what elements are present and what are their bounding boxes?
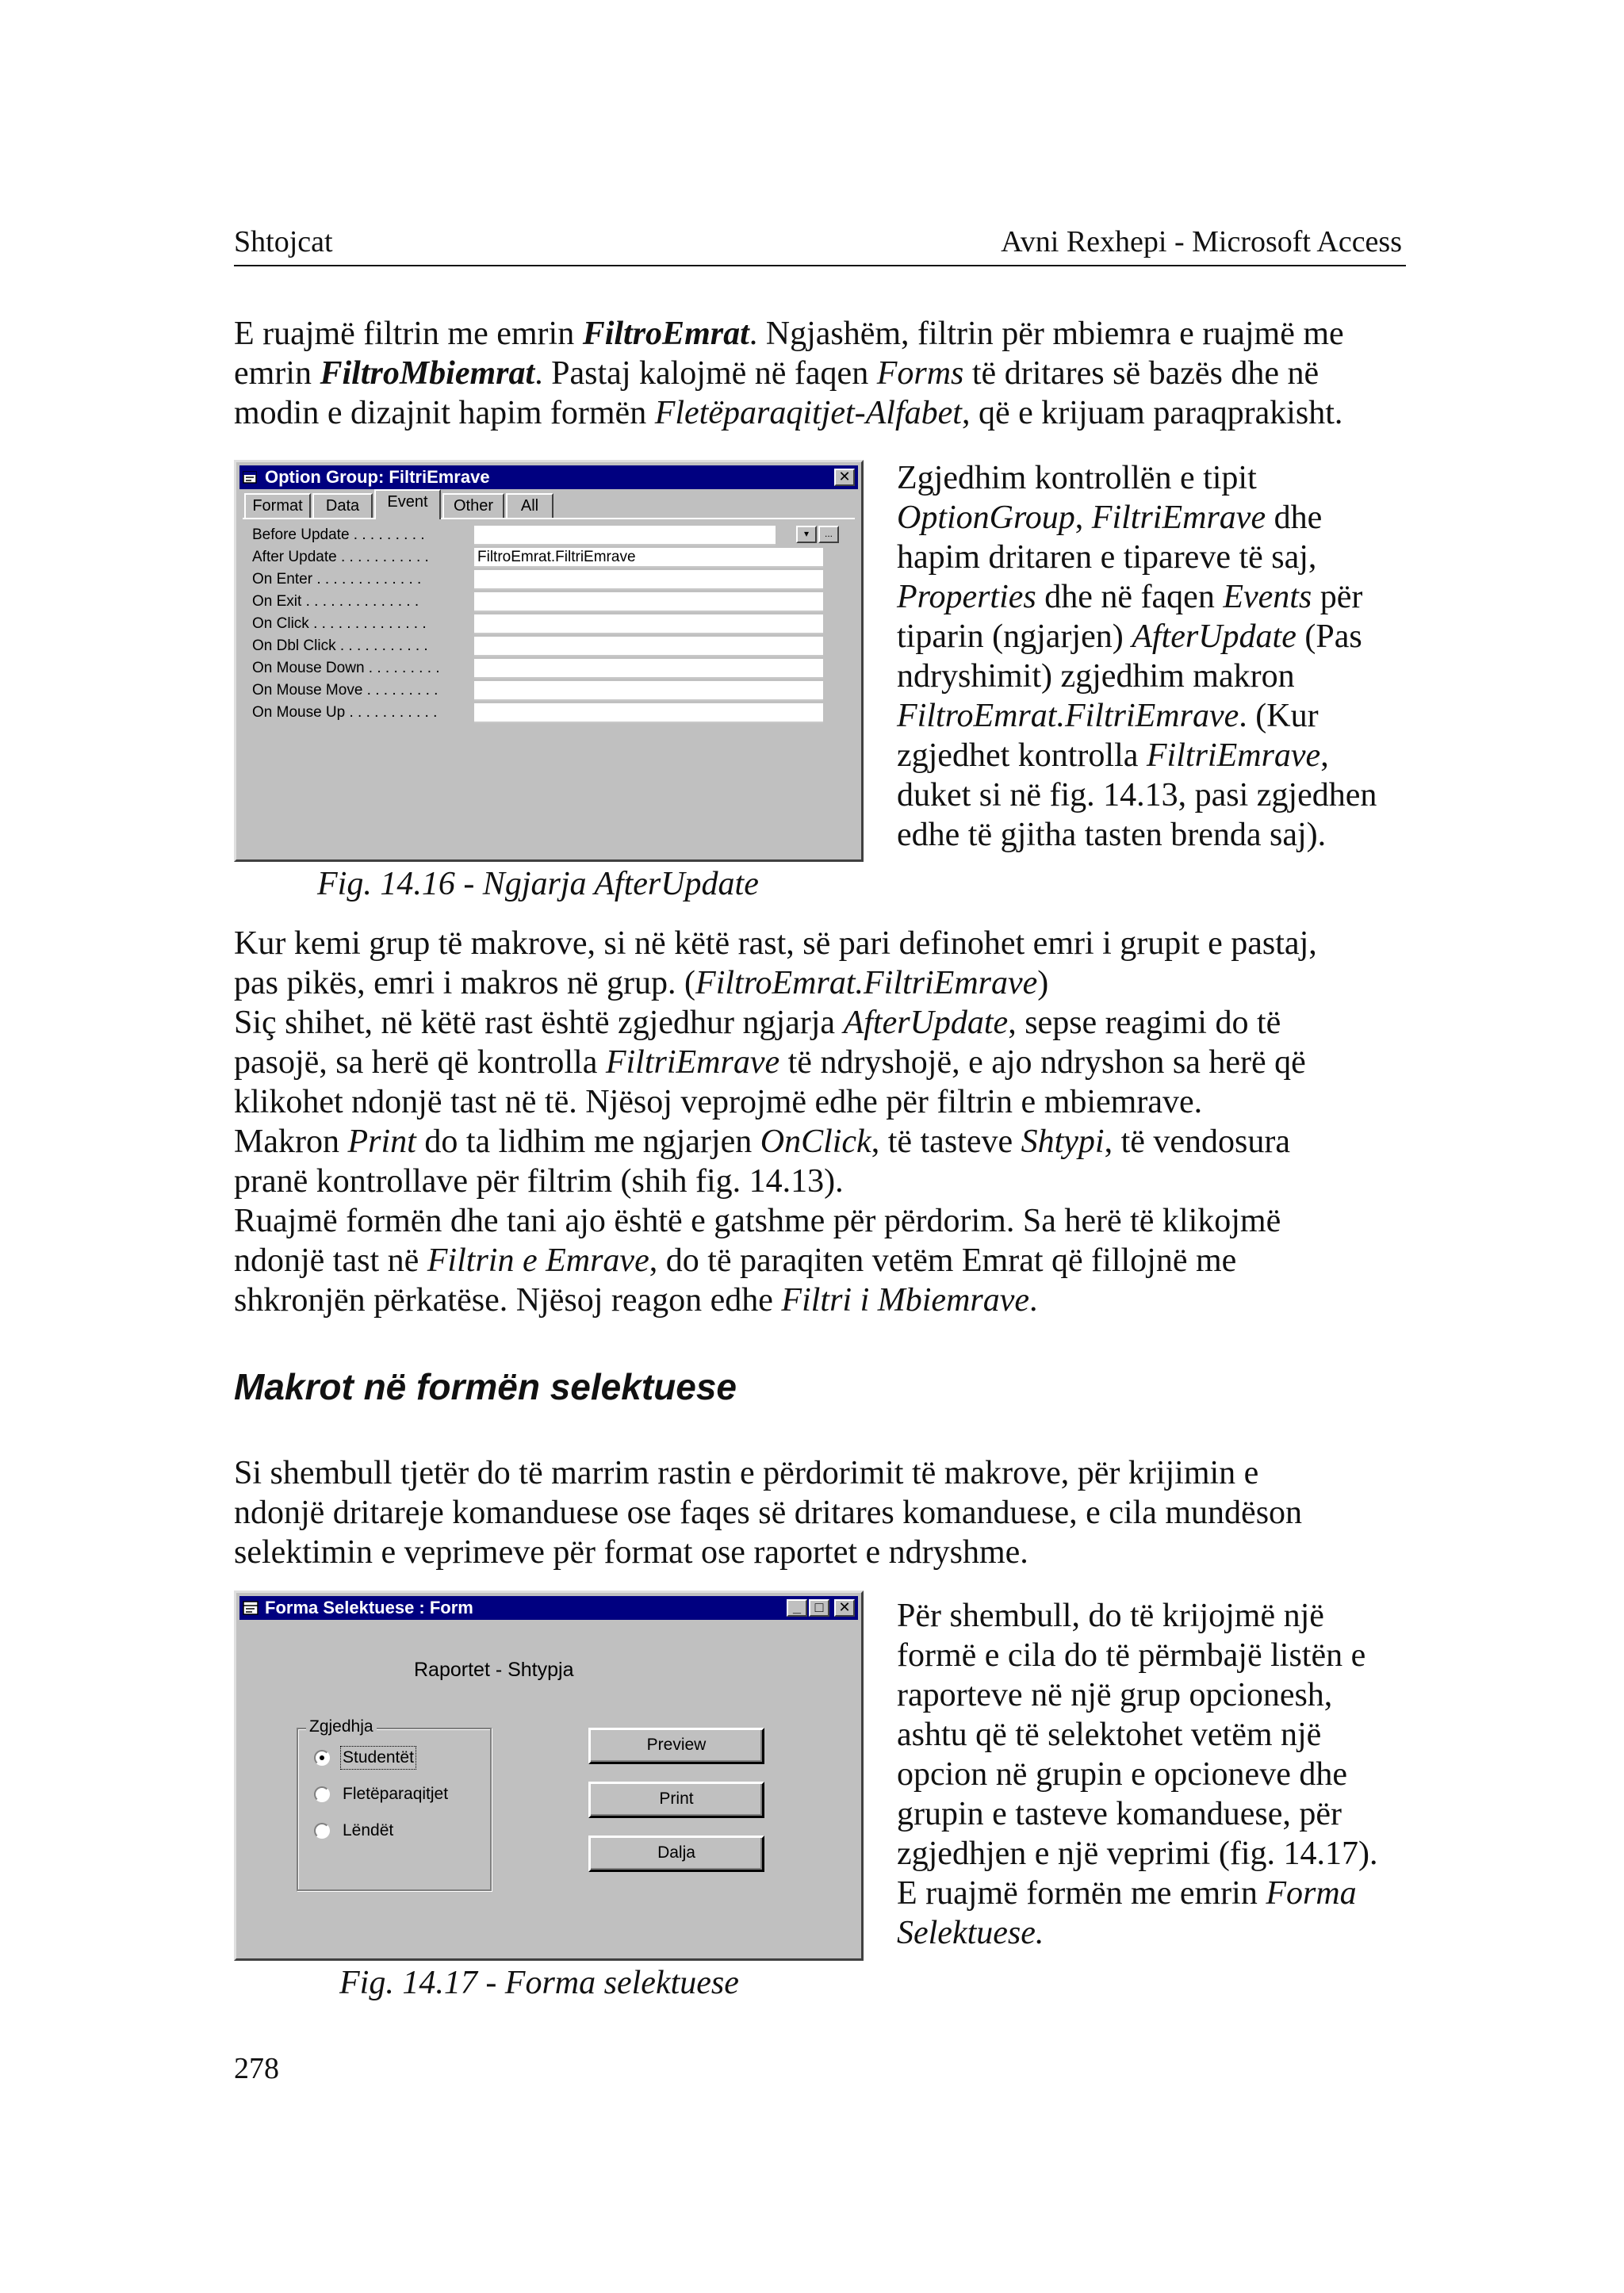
property-label: On Dbl Click . . . . . . . . . . . [252, 637, 428, 654]
form-icon [243, 1600, 259, 1616]
text: . (Kur [1239, 698, 1319, 734]
text: tiparin (ngjarjen) [897, 618, 1132, 655]
running-header-right: Avni Rexhepi - Microsoft Access [1001, 225, 1402, 258]
paragraph-selection-form [234, 1453, 1406, 1572]
text: , të tasteve [871, 1124, 1021, 1160]
text: , të vendosura [1104, 1124, 1291, 1160]
text-bold-italic: FiltroEmrat [582, 316, 749, 352]
text-italic: OptionGroup [897, 500, 1075, 536]
tab-data[interactable]: Data [312, 493, 373, 519]
text: dhe në faqen [1036, 579, 1224, 615]
text-italic: AfterUpdate [843, 1005, 1009, 1041]
text: opcion në grupin e opcioneve dhe [897, 1756, 1347, 1793]
text: klikohet ndonjë tast në të. Njësoj veprojmë edhe për filtrin e mbiemrave. [234, 1084, 1203, 1120]
text: Si shembull tjetër do të marrim rastin e përdorimit të makrove, për krijimin e [234, 1455, 1259, 1491]
text-italic: Selektuese. [897, 1915, 1044, 1951]
text: ndryshimit) zgjedhim makron [897, 658, 1295, 695]
on-click-field[interactable] [474, 614, 823, 634]
text: të dritares së bazës dhe në [963, 355, 1320, 392]
figure-caption: Fig. 14.17 - Forma selektuese [339, 1965, 739, 2001]
text: , sepse reagimi do të [1008, 1005, 1281, 1041]
radio-button-selected[interactable] [314, 1750, 330, 1766]
text: modin e dizajnit hapim formën [234, 395, 655, 431]
text-italic: FiltroEmrat.FiltriEmrave [897, 698, 1239, 734]
radio-button[interactable] [314, 1823, 330, 1839]
text: ndonjë dritareje komanduese ose faqes së dritares komanduese, e cila mundëson [234, 1495, 1303, 1531]
property-label: On Mouse Down . . . . . . . . . [252, 660, 440, 676]
print-button[interactable]: Print [588, 1782, 764, 1818]
close-button[interactable]: ✕ [834, 1599, 855, 1617]
page-number: 278 [234, 2052, 279, 2085]
exit-button[interactable]: Dalja [588, 1836, 764, 1872]
text-italic: FiltriEmrave [605, 1044, 780, 1081]
text-italic: FiltriEmrave [1146, 737, 1321, 774]
title-bar[interactable] [239, 1596, 858, 1620]
tab-baseline [243, 518, 855, 519]
figure-caption: Fig. 14.16 - Ngjarja AfterUpdate [317, 866, 759, 902]
option-label: Fletëparaqitjet [343, 1785, 449, 1803]
dropdown-button[interactable]: ▾ [796, 526, 817, 543]
text: formë e cila do të përmbajë listën e [897, 1637, 1366, 1674]
header-rule [234, 265, 1406, 266]
option-lendet[interactable] [314, 1820, 488, 1843]
text-italic: Events [1223, 579, 1312, 615]
radio-button[interactable] [314, 1786, 330, 1802]
text-bold-italic: FiltroMbiemrat [320, 355, 535, 392]
text: pasojë, sa herë që kontrolla [234, 1044, 606, 1081]
on-mouse-move-field[interactable] [474, 681, 823, 701]
text-italic: Filtri i Mbiemrave [781, 1282, 1030, 1319]
properties-icon [243, 469, 259, 485]
text: , [1074, 500, 1092, 536]
text: zgjedhet kontrolla [897, 737, 1147, 774]
tab-event[interactable]: Event [374, 489, 441, 519]
text: . [1029, 1282, 1038, 1319]
text: të ndryshojë, e ajo ndryshon sa herë që [779, 1044, 1306, 1081]
tab-all[interactable]: All [506, 493, 553, 519]
text: dhe [1266, 500, 1323, 536]
text: Makron [234, 1124, 348, 1160]
form-heading: Raportet - Shtypja [414, 1659, 574, 1681]
option-label: Lëndët [343, 1821, 394, 1839]
text: , do të paraqiten vetëm Emrat që fillojnë me [649, 1242, 1237, 1279]
text-italic: Print [347, 1124, 416, 1160]
text: ashtu që të selektohet vetëm një [897, 1717, 1322, 1753]
text-italic: Forma [1266, 1875, 1357, 1912]
text: selektimin e veprimeve për format ose raportet e ndryshme. [234, 1534, 1028, 1571]
form-window [234, 1591, 864, 1961]
text: shkronjën përkatëse. Njësoj reagon edhe [234, 1282, 782, 1319]
before-update-field[interactable] [474, 526, 776, 545]
option-fleteparaqitjet[interactable] [314, 1783, 488, 1807]
section-heading: Makrot në formën selektuese [234, 1366, 737, 1407]
text-italic: FiltroEmrat.FiltriEmrave [695, 965, 1038, 1001]
option-label: Studentët [341, 1747, 416, 1769]
text: . Pastaj kalojmë në faqen [534, 355, 877, 392]
window-title: Forma Selektuese : Form [265, 1598, 473, 1617]
preview-button[interactable]: Preview [588, 1728, 764, 1764]
text: hapim dritaren e tipareve të saj, [897, 539, 1317, 576]
text: zgjedhjen e një veprimi (fig. 14.17). [897, 1836, 1378, 1872]
text: Siç shihet, në këtë rast është zgjedhur ngjarja [234, 1005, 844, 1041]
on-enter-field[interactable] [474, 570, 823, 590]
text: Ruajmë formën dhe tani ajo është e gatshme për përdorim. Sa herë të klikojmë [234, 1203, 1281, 1239]
text-italic: Forms [876, 355, 964, 392]
text: , që e krijuam paraqprakisht. [961, 395, 1343, 431]
paragraph-intro [234, 314, 1406, 433]
property-label: On Mouse Up . . . . . . . . . . . [252, 704, 438, 721]
paragraph-option-group [897, 458, 1420, 855]
text: ) [1037, 965, 1049, 1001]
text: Kur kemi grup të makrove, si në këtë rast, së pari definohet emri i grupit e pastaj, [234, 925, 1317, 962]
on-mouse-up-field[interactable] [474, 703, 823, 723]
on-mouse-down-field[interactable] [474, 659, 823, 679]
title-bar[interactable] [239, 465, 858, 489]
text-italic: FiltriEmrave [1091, 500, 1266, 536]
property-label: Before Update . . . . . . . . . [252, 526, 425, 543]
on-exit-field[interactable] [474, 592, 823, 612]
property-label: On Exit . . . . . . . . . . . . . . [252, 593, 419, 610]
text: për [1312, 579, 1363, 615]
text: E ruajmë filtrin me emrin [234, 316, 583, 352]
text: pas pikës, emri i makros në grup. ( [234, 965, 696, 1001]
property-sheet-window [234, 460, 864, 862]
text: E ruajmë formën me emrin [897, 1875, 1266, 1912]
property-label: On Enter . . . . . . . . . . . . . [252, 571, 422, 588]
builder-button[interactable]: ... [818, 526, 839, 543]
text-italic: Properties [897, 579, 1036, 615]
text-italic: AfterUpdate [1132, 618, 1297, 655]
property-label: After Update . . . . . . . . . . . [252, 549, 429, 565]
maximize-button[interactable]: □ [809, 1599, 829, 1617]
running-header-left: Shtojcat [234, 225, 333, 258]
text: pranë kontrollave për filtrim (shih fig. 14.13). [234, 1163, 844, 1200]
text: duket si në fig. 14.13, pasi zgjedhen [897, 777, 1377, 813]
property-label: On Mouse Move . . . . . . . . . [252, 682, 439, 699]
close-button[interactable]: ✕ [834, 469, 855, 486]
tab-other[interactable]: Other [442, 493, 504, 519]
minimize-button[interactable]: _ [787, 1599, 807, 1617]
text: grupin e tasteve komanduese, për [897, 1796, 1342, 1832]
text-italic: Filtrin e Emrave [427, 1242, 649, 1279]
text: emrin [234, 355, 320, 392]
paragraph-example [897, 1596, 1420, 1953]
property-label: On Click . . . . . . . . . . . . . . [252, 615, 427, 632]
text-italic: OnClick [760, 1124, 871, 1160]
text: Zgjedhim kontrollën e tipit [897, 460, 1257, 496]
text-italic: Shtypi [1021, 1124, 1105, 1160]
text: edhe të gjitha tasten brenda saj). [897, 817, 1327, 853]
tab-format[interactable]: Format [244, 493, 311, 519]
text: . Ngjashëm, filtrin për mbiemra e ruajmë me [749, 316, 1344, 352]
paragraph-macro-groups [234, 924, 1406, 1320]
text: do ta lidhim me ngjarjen [416, 1124, 760, 1160]
text: (Pas [1296, 618, 1362, 655]
text: Për shembull, do të krijojmë një [897, 1598, 1324, 1634]
option-studentet[interactable] [314, 1747, 488, 1770]
text: , [1320, 737, 1329, 774]
window-title: Option Group: FiltriEmrave [265, 467, 490, 487]
after-update-field[interactable]: FiltroEmrat.FiltriEmrave [474, 548, 823, 568]
text: ndonjë tast në [234, 1242, 427, 1279]
on-dbl-click-field[interactable] [474, 637, 823, 657]
text: raporteve në një grup opcionesh, [897, 1677, 1333, 1713]
option-group-label: Zgjedhja [306, 1717, 377, 1737]
text-italic: Fletëparaqitjet-Alfabet [654, 395, 962, 431]
